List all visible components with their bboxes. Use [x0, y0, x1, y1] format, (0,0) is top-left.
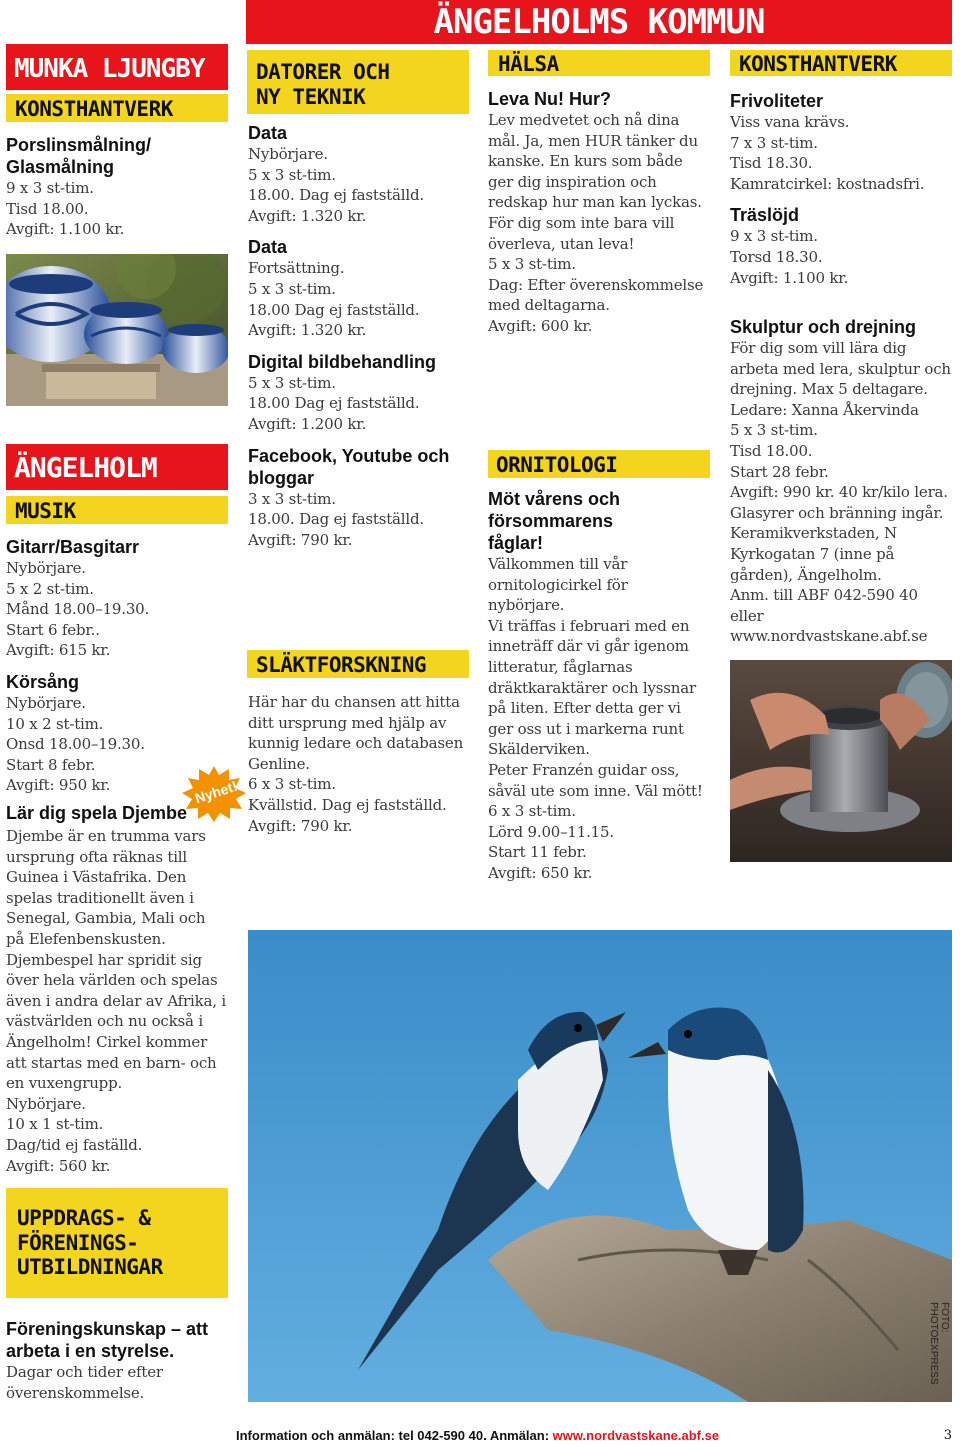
footer: [236, 1428, 956, 1446]
detail-line: 5 x 3 st-tim.: [488, 255, 576, 274]
forening-text: Dagar och tider efter överenskommelse.: [6, 1363, 163, 1402]
course-title: Körsång: [6, 671, 80, 692]
course-details: [248, 489, 470, 551]
orni-course: [488, 488, 706, 884]
slakt-course: [248, 692, 470, 836]
detail-line: Onsd 18.00–19.30.: [6, 735, 145, 754]
orni-text-1: Välkommen till vår ornitologicirkel för nybörjare.: [488, 555, 628, 615]
detail-line: Nybörjare.: [6, 1094, 86, 1113]
course-item: [730, 90, 952, 194]
detail-line: Anm. till ABF 042-590 40 eller www.nordvastskane.abf.se: [730, 586, 928, 646]
detail-line: 5 x 3 st-tim.: [248, 373, 336, 392]
detail-line: 10 x 2 st-tim.: [6, 714, 104, 733]
skulptur-title: Skulptur och drejning: [730, 317, 917, 337]
datorer-category-header: DATORER OCH NY TEKNIK: [247, 50, 469, 114]
detail-line: Avgift: 615 kr.: [6, 641, 111, 660]
course-title: Data: [248, 237, 288, 258]
detail-line: Keramikverkstaden, N Kyrkogatan 7 (inne på gården), Ängelholm.: [730, 524, 897, 584]
skulptur-text: För dig som vill lära dig arbeta med lera, skulptur och drejning. Max 5 deltagare.: [730, 339, 951, 399]
detail-line: 9 x 3 st-tim.: [6, 179, 94, 197]
detail-line: Månd 18.00–19.30.: [6, 600, 150, 619]
detail-line: Avgift: 990 kr. 40 kr/kilo lera.: [730, 483, 948, 502]
djembe-title: Lär dig spela Djembe: [6, 803, 188, 823]
course-item: [248, 236, 470, 340]
detail-line: Avgift: 1.320 kr.: [248, 321, 367, 340]
forening-title: Föreningskunskap – att arbeta i en styrelse.: [6, 1319, 209, 1361]
detail-line: Avgift: 1.100 kr.: [6, 220, 125, 239]
konst-category-header: KONSTHANTVERK: [730, 50, 952, 76]
detail-line: 18.00 Dag ej fastställd.: [248, 394, 420, 413]
slakt-details: [248, 774, 470, 836]
angelholm-region-header: ÄNGELHOLM: [6, 444, 228, 490]
detail-line: Start 11 febr.: [488, 843, 587, 862]
orni-category-header: ORNITOLOGI: [488, 450, 710, 478]
course-title: Facebook, Youtube och bloggar: [248, 445, 450, 488]
detail-line: Avgift: 1.100 kr.: [730, 268, 849, 287]
course-title: Digital bildbehandling: [248, 351, 436, 372]
course-details: [730, 226, 952, 288]
detail-line: Kvällstid. Dag ej fastställd.: [248, 795, 447, 814]
datorer-courses: [248, 122, 470, 550]
course-title: Gitarr/Basgitarr: [6, 537, 140, 557]
swallows-image: [248, 930, 952, 1402]
course-item: [248, 445, 470, 551]
detail-line: Nybörjare.: [6, 693, 86, 712]
porslin-course: [6, 134, 228, 240]
detail-line: Tisd 18.00.: [6, 199, 89, 218]
detail-line: Avgift: 1.200 kr.: [248, 414, 367, 433]
orni-text-2: Vi träffas i februari med en inneträff där vi går igenom litteratur, fåglarnas dräktkaraktärer och lyssnar på liten. Efter detta ger vi ger oss ut i markerna runt Skälderviken.: [488, 616, 696, 759]
course-item: [730, 204, 952, 288]
detail-line: 5 x 3 st-tim.: [248, 165, 336, 184]
photo-credit: FOTO: PHOTOEXPRESS: [928, 1302, 950, 1385]
course-item: [248, 351, 470, 435]
course-details: [6, 178, 228, 240]
munka-region-title: MUNKA LJUNGBY: [14, 54, 205, 84]
detail-line: Avgift: 790 kr.: [248, 816, 353, 835]
orni-details: [488, 801, 706, 883]
detail-line: 18.00. Dag ej fastställd.: [248, 510, 424, 529]
forening-course: [6, 1318, 228, 1403]
djembe-course: [6, 802, 228, 1176]
detail-line: 10 x 1 st-tim.: [6, 1115, 104, 1134]
djembe-details: [6, 1094, 228, 1176]
uppdrag-category-header: UPPDRAGS- & FÖRENINGS- UTBILDNINGAR: [6, 1188, 228, 1298]
halsa-category-header: HÄLSA: [488, 50, 710, 76]
detail-line: 5 x 2 st-tim.: [6, 579, 94, 598]
skulptur-details: [730, 400, 952, 647]
halsa-text: Lev medvetet och nå dina mål. Ja, men HUR tänker du kanske. En kurs som både ger dig inspiration och redskap hur man kan lyckas. För dig som inte bara vill överleva, utan leva!: [488, 111, 702, 253]
course-details: [248, 258, 470, 340]
halsa-title: Leva Nu! Hur?: [488, 89, 612, 109]
course-item: [6, 536, 228, 661]
halsa-details: [488, 254, 706, 336]
detail-line: Nybörjare.: [248, 145, 328, 163]
banner-title: ÄNGELHOLMS KOMMUN: [433, 2, 765, 42]
course-details: [248, 373, 470, 435]
detail-line: Start 8 febr.: [6, 755, 96, 774]
slakt-text: Här har du chansen att hitta ditt ursprung med hjälp av kunnig ledare och databasen Genline.: [248, 693, 464, 773]
footer-url-link[interactable]: www.nordvastskane.abf.se: [552, 1428, 720, 1443]
halsa-course: [488, 88, 706, 337]
detail-line: Avgift: 560 kr.: [6, 1156, 111, 1175]
course-details: [248, 144, 470, 226]
detail-line: Avgift: 1.320 kr.: [248, 206, 367, 225]
detail-line: 5 x 3 st-tim.: [248, 279, 336, 298]
konst-courses: [730, 90, 952, 288]
detail-line: 3 x 3 st-tim.: [248, 489, 336, 508]
course-title: Träslöjd: [730, 205, 800, 226]
detail-line: Avgift: 790 kr.: [248, 530, 353, 549]
orni-title: Möt vårens och försommarens fåglar!: [488, 489, 621, 553]
course-title: Porslinsmålning/ Glasmålning: [6, 135, 152, 177]
new-badge: Nyhet!: [182, 766, 246, 822]
top-banner: [246, 0, 952, 44]
detail-line: Ledare: Xanna Åkervinda: [730, 400, 919, 419]
detail-line: Kamratcirkel: kostnadsfri.: [730, 174, 925, 193]
slakt-category-header: SLÄKTFORSKNING: [247, 650, 469, 678]
detail-line: Avgift: 950 kr.: [6, 776, 111, 795]
pottery-wheel-image: [730, 660, 952, 862]
course-item: [248, 122, 470, 226]
skulptur-course: [730, 316, 952, 647]
course-details: [6, 558, 228, 661]
detail-line: Viss vana krävs.: [730, 113, 850, 131]
page-number: 3: [943, 1428, 952, 1443]
musik-courses: [6, 536, 228, 796]
djembe-text: Djembe är en trumma vars ursprung ofta räknas till Guinea i Västafrika. Den spelas traditionellt även i Senegal, Gambia, Mali och på Elefenbenskusten. Djembespel har spridit sig över hela världen och spelas även i andra delar av Afrika, i västvärlden och nu också i Ängelholm! Cirkel kommer att startas med en barn- och en vuxengrupp.: [6, 827, 226, 1093]
detail-line: Fortsättning.: [248, 259, 345, 278]
orni-text-3: Peter Franzén guidar oss, såväl ute som inne. Väl mött!: [488, 760, 703, 800]
detail-line: Dag: Efter överenskommelse med deltagarna.: [488, 275, 704, 315]
detail-line: Dag/tid ej faställd.: [6, 1135, 143, 1154]
detail-line: Tisd 18.30.: [730, 154, 813, 173]
musik-category-header: MUSIK: [6, 496, 228, 524]
detail-line: Avgift: 600 kr.: [488, 316, 593, 335]
course-title: Frivoliteter: [730, 91, 824, 111]
course-details: [730, 112, 952, 194]
detail-line: Start 6 febr..: [6, 620, 100, 639]
detail-line: 6 x 3 st-tim.: [488, 802, 576, 821]
detail-line: Nybörjare.: [6, 559, 86, 577]
footer-info: Information och anmälan: tel 042-590 40. Anmälan:: [236, 1428, 553, 1443]
detail-line: Glasyrer och bränning ingår.: [730, 503, 944, 522]
detail-line: 9 x 3 st-tim.: [730, 227, 818, 246]
detail-line: Start 28 febr.: [730, 462, 829, 481]
detail-line: 18.00. Dag ej fastställd.: [248, 186, 424, 205]
detail-line: 18.00 Dag ej fastställd.: [248, 300, 420, 319]
munka-region-header: [6, 44, 228, 90]
detail-line: Lörd 9.00–11.15.: [488, 822, 614, 841]
detail-line: 5 x 3 st-tim.: [730, 421, 818, 440]
munka-category-header: KONSTHANTVERK: [6, 94, 228, 122]
detail-line: Avgift: 650 kr.: [488, 863, 593, 882]
detail-line: Tisd 18.00.: [730, 441, 813, 460]
course-title: Data: [248, 123, 288, 143]
detail-line: Torsd 18.30.: [730, 247, 823, 266]
porcelain-vases-image: [6, 254, 228, 406]
detail-line: 7 x 3 st-tim.: [730, 133, 818, 152]
detail-line: 6 x 3 st-tim.: [248, 775, 336, 794]
